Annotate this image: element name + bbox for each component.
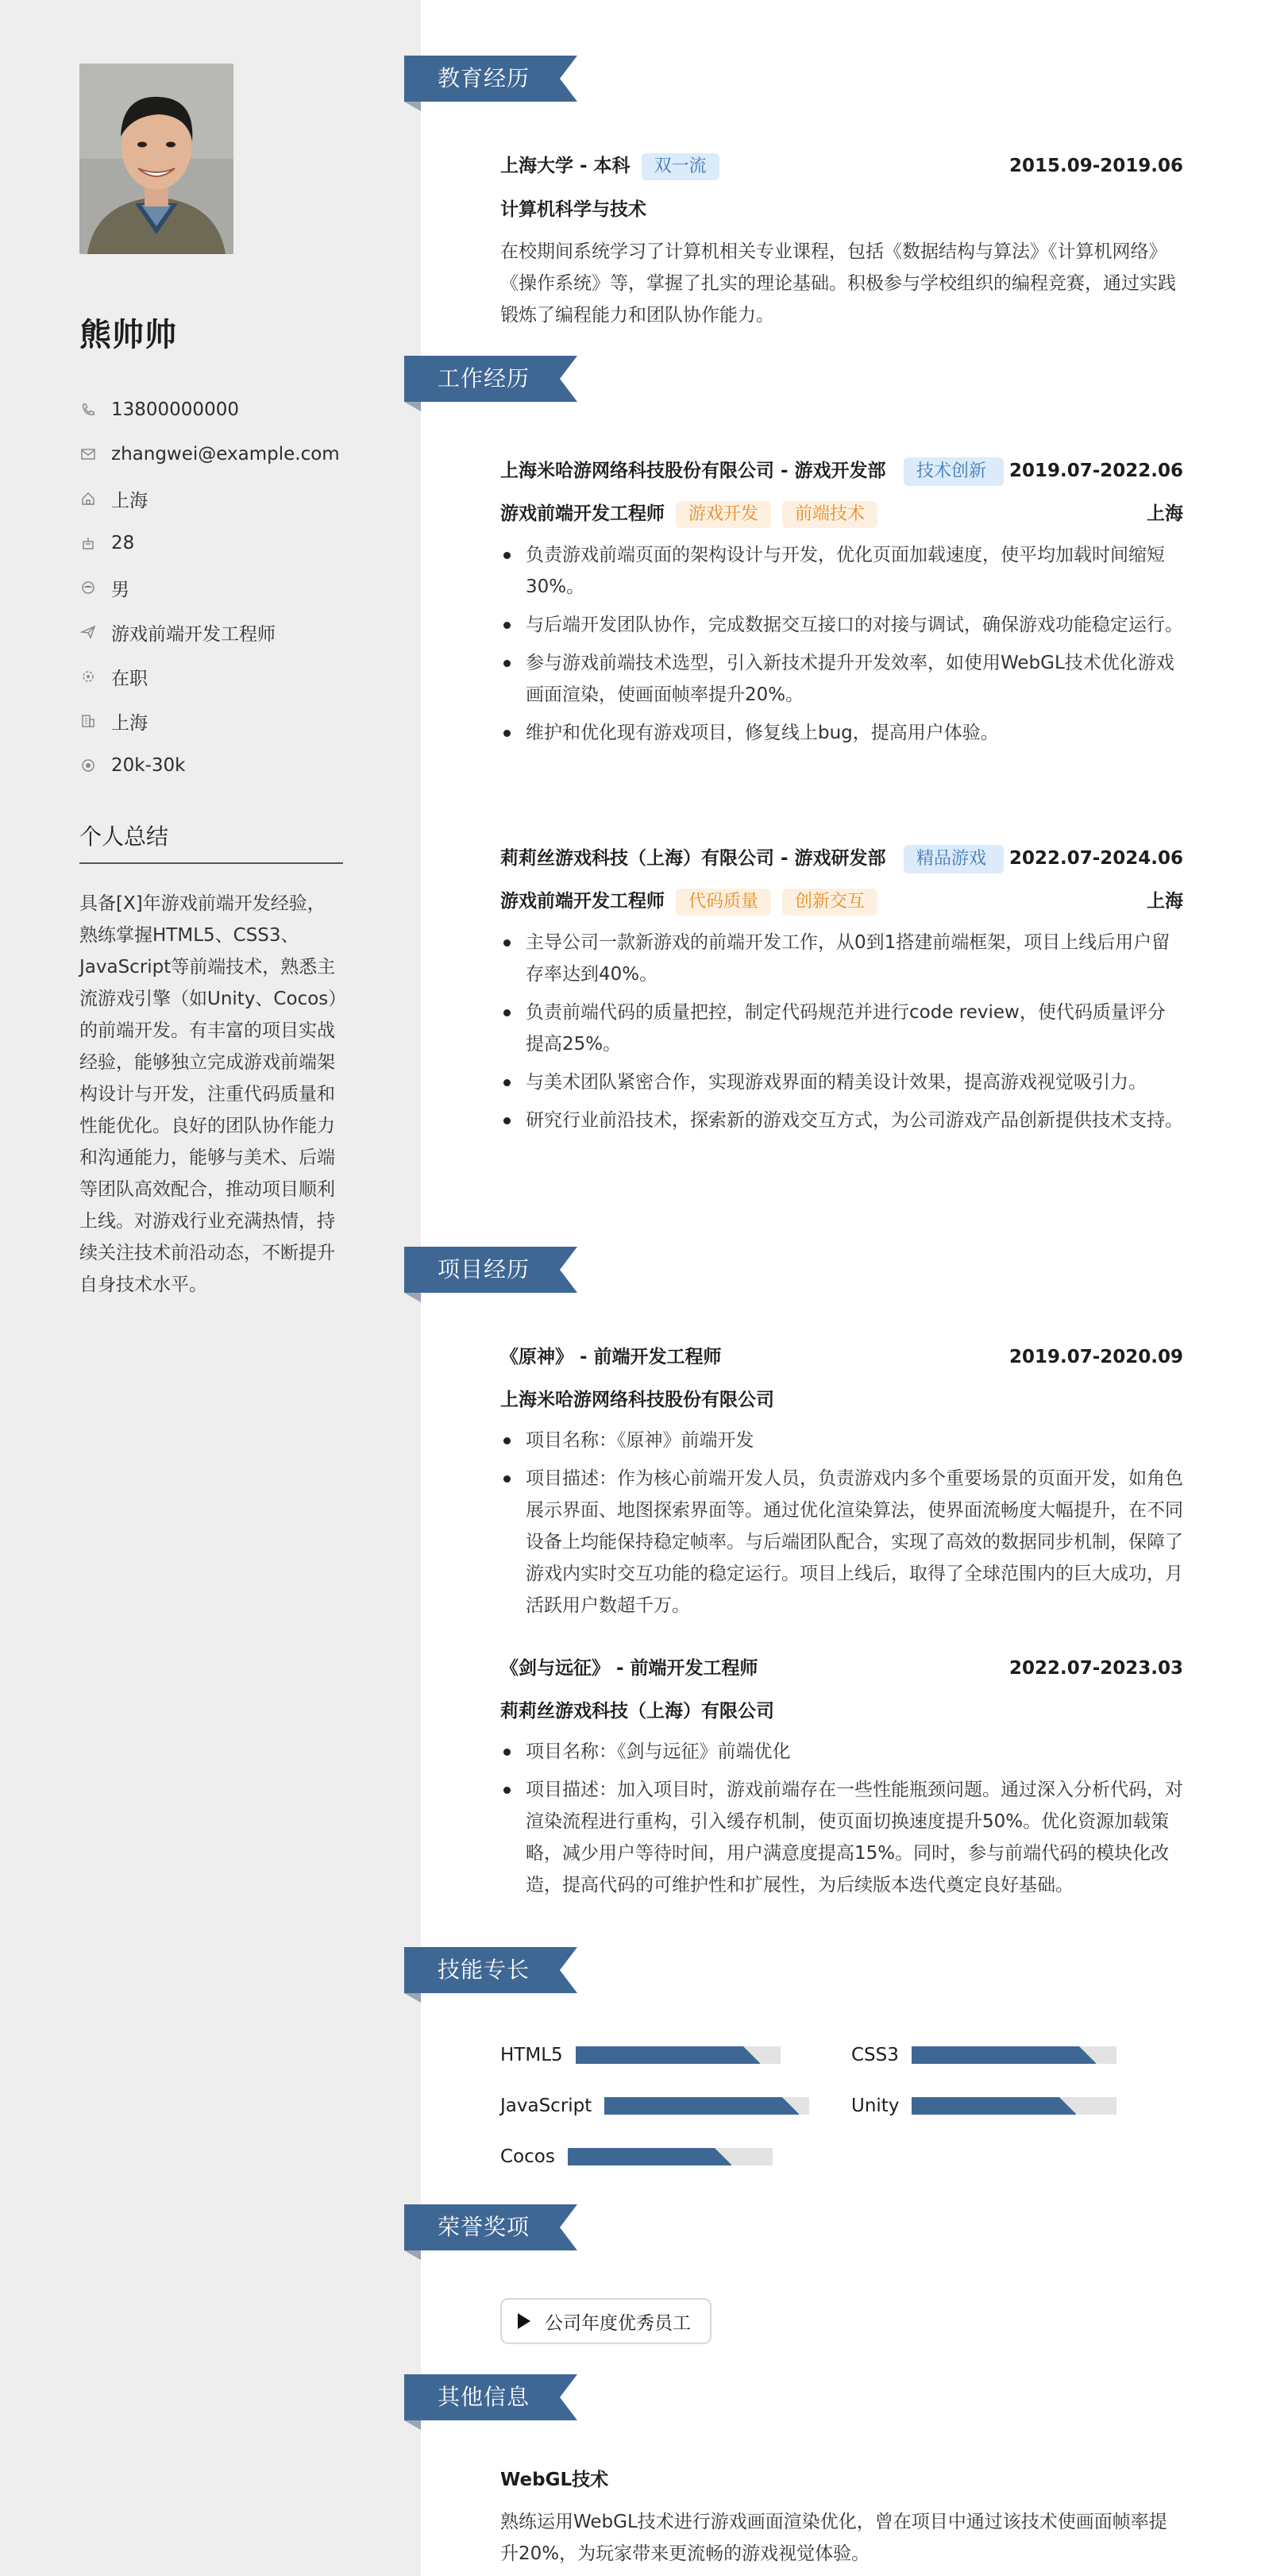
role-tag: 前端技术 — [782, 501, 877, 528]
role-line — [500, 500, 877, 528]
work-date: 2022.07-2024.06 — [1008, 848, 1183, 869]
bullet-item: 项目名称：《原神》前端开发 — [500, 1425, 1183, 1456]
info-salary — [79, 743, 365, 788]
send-icon — [79, 623, 97, 641]
honor-text: 公司年度优秀员工 — [545, 2312, 691, 2334]
work-bullets — [500, 927, 1183, 1136]
skill-item — [851, 2045, 1116, 2065]
building-icon — [79, 712, 97, 730]
bullet-item: 项目名称：《剑与远征》前端优化 — [500, 1736, 1183, 1768]
section-title: 教育经历 — [438, 65, 530, 91]
section-title: 工作经历 — [438, 365, 530, 391]
project-title: 《原神》 - 前端开发工程师 — [500, 1347, 722, 1367]
skill-name: CSS3 — [851, 2045, 899, 2065]
education-major: 计算机科学与技术 — [500, 199, 646, 220]
project-bullets — [500, 1736, 1183, 1901]
role-tag: 创新交互 — [782, 889, 877, 916]
status-icon — [79, 668, 97, 685]
section-header-education — [404, 56, 577, 121]
position-text: 游戏前端开发工程师 — [111, 623, 276, 645]
skill-fill — [604, 2097, 799, 2115]
contact-info-list — [79, 388, 365, 788]
education-tag: 双一流 — [642, 153, 719, 180]
other-info-entry — [500, 2466, 1183, 2570]
section-header-skills — [404, 1947, 577, 2012]
skill-name: Unity — [851, 2096, 900, 2116]
education-date: 2015.09-2019.06 — [1008, 156, 1183, 176]
school-title — [500, 152, 719, 180]
info-status — [79, 654, 365, 699]
phone-icon — [79, 401, 97, 418]
section-header-honors — [404, 2204, 577, 2269]
role-tag: 代码质量 — [676, 889, 771, 916]
info-work-city — [79, 699, 365, 743]
project-title: 《剑与远征》 - 前端开发工程师 — [500, 1658, 758, 1679]
salary-icon — [79, 757, 97, 774]
role-tag: 游戏开发 — [676, 501, 771, 528]
work-location: 上海 — [1147, 503, 1183, 525]
skill-bar — [912, 2046, 1116, 2064]
school-name: 上海大学 - 本科 — [500, 156, 630, 176]
play-triangle-icon — [518, 2313, 530, 2329]
info-position — [79, 610, 365, 654]
skill-item — [500, 2146, 773, 2167]
other-description: 熟练运用WebGL技术进行游戏画面渲染优化，曾在项目中通过该技术使画面帧率提升20%，为玩家带来更流畅的游戏视觉体验。 — [500, 2512, 1167, 2564]
other-title: WebGL技术 — [500, 2470, 609, 2490]
role-title: 游戏前端开发工程师 — [500, 503, 665, 524]
bullet-item: 与美术团队紧密合作，实现游戏界面的精美设计效果，提高游戏视觉吸引力。 — [500, 1066, 1183, 1098]
skill-fill — [568, 2148, 731, 2165]
summary-title: 个人总结 — [79, 823, 169, 850]
phone-text: 13800000000 — [111, 399, 239, 420]
skill-item — [851, 2096, 1116, 2116]
work-location: 上海 — [1147, 891, 1183, 912]
home-icon — [79, 490, 97, 507]
project-date: 2019.07-2020.09 — [1008, 1347, 1183, 1367]
gender-text: 男 — [111, 579, 129, 600]
project-entry — [500, 1344, 1183, 1628]
project-bullets — [500, 1425, 1183, 1622]
section-header-work — [404, 356, 577, 421]
company-name: 上海米哈游网络科技股份有限公司 - 游戏开发部 — [500, 461, 886, 481]
bullet-item: 负责游戏前端页面的架构设计与开发，优化页面加载速度，使平均加载时间缩短30%。 — [500, 539, 1183, 603]
skill-bar — [604, 2097, 809, 2115]
bullet-item: 参与游戏前端技术选型，引入新技术提升开发效率，如使用WebGL技术优化游戏画面渲染，使画面帧率提升20%。 — [500, 647, 1183, 711]
company-tag: 精品游戏 — [904, 845, 1004, 873]
project-company: 莉莉丝游戏科技（上海）有限公司 — [500, 1701, 774, 1722]
bullet-item: 负责前端代码的质量把控，制定代码规范并进行code review，使代码质量评分提高25%。 — [500, 997, 1183, 1060]
bullet-item: 项目描述：作为核心前端开发人员，负责游戏内多个重要场景的页面开发，如角色展示界面、地图探索界面等。通过优化渲染算法，使界面流畅度大幅提升，在不同设备上均能保持稳定帧率。与后端团队配合，实现了高效的数据同步机制，保障了游戏内实时交互功能的稳定运行。项目上线后，取得了全球范围内的巨大成功，月活跃用户数超千万。 — [500, 1463, 1183, 1622]
skill-item — [500, 2096, 809, 2116]
mail-icon — [79, 445, 97, 463]
work-entry — [500, 845, 1183, 1143]
info-gender — [79, 565, 365, 610]
work-bullets — [500, 539, 1183, 749]
age-icon — [79, 534, 97, 552]
education-description: 在校期间系统学习了计算机相关专业课程，包括《数据结构与算法》《计算机网络》《操作系统》等，掌握了扎实的理论基础。积极参与学校组织的编程竞赛，通过实践锻炼了编程能力和团队协作能力。 — [500, 241, 1176, 326]
email-text: zhangwei@example.com — [111, 444, 340, 465]
role-line — [500, 888, 877, 916]
summary-divider — [79, 862, 343, 864]
company-name: 莉莉丝游戏科技（上海）有限公司 - 游戏研发部 — [500, 848, 886, 869]
company-tag: 技术创新 — [904, 457, 1004, 486]
project-company: 上海米哈游网络科技股份有限公司 — [500, 1390, 774, 1410]
skill-item — [500, 2045, 781, 2065]
age-text: 28 — [111, 533, 135, 553]
section-title: 荣誉奖项 — [438, 2214, 530, 2240]
skill-name: HTML5 — [500, 2045, 563, 2065]
project-date: 2022.07-2023.03 — [1008, 1658, 1183, 1679]
skill-bar — [912, 2097, 1116, 2115]
education-entry — [500, 152, 1183, 331]
project-entry — [500, 1655, 1183, 1907]
info-age — [79, 521, 365, 565]
info-city — [79, 476, 365, 521]
profile-photo — [79, 64, 233, 254]
bullet-item: 研究行业前沿技术，探索新的游戏交互方式，为公司游戏产品创新提供技术支持。 — [500, 1105, 1183, 1136]
work-city-text: 上海 — [111, 712, 148, 734]
candidate-name: 熊帅帅 — [79, 317, 177, 353]
section-title: 项目经历 — [438, 1256, 530, 1282]
bullet-item: 主导公司一款新游戏的前端开发工作，从0到1搭建前端框架，项目上线后用户留存率达到40%。 — [500, 927, 1183, 990]
bullet-item: 与后端开发团队协作，完成数据交互接口的对接与调试，确保游戏功能稳定运行。 — [500, 609, 1183, 641]
skill-name: Cocos — [500, 2146, 555, 2167]
skill-fill — [912, 2046, 1096, 2064]
section-title: 其他信息 — [438, 2384, 530, 2410]
gender-icon — [79, 579, 97, 596]
info-email — [79, 432, 365, 476]
status-text: 在职 — [111, 668, 148, 689]
skill-name: JavaScript — [500, 2096, 592, 2116]
honor-item[interactable] — [500, 2298, 711, 2344]
skill-bar — [568, 2148, 773, 2165]
bullet-item: 维护和优化现有游戏项目，修复线上bug，提高用户体验。 — [500, 717, 1183, 749]
salary-text: 20k-30k — [111, 755, 186, 776]
section-title: 技能专长 — [438, 1957, 530, 1983]
city-text: 上海 — [111, 490, 148, 511]
skill-fill — [576, 2046, 760, 2064]
section-header-projects — [404, 1247, 577, 1312]
bullet-item: 项目描述：加入项目时，游戏前端存在一些性能瓶颈问题。通过深入分析代码，对渲染流程进行重构，引入缓存机制，使页面切换速度提升50%。优化资源加载策略，减少用户等待时间，用户满意度提高15%。同时，参与前端代码的模块化改造，提高代码的可维护性和扩展性，为后续版本迭代奠定良好基础。 — [500, 1774, 1183, 1901]
info-phone — [79, 388, 365, 432]
work-entry — [500, 457, 1183, 755]
skill-fill — [912, 2097, 1075, 2115]
skill-bar — [576, 2046, 781, 2064]
summary-text: 具备[X]年游戏前端开发经验，熟练掌握HTML5、CSS3、JavaScript等前端技术，熟悉主流游戏引擎（如Unity、Cocos）的前端开发。有丰富的项目实战经验，能够独立完成游戏前端架构设计与开发，注重代码质量和性能优化。良好的团队协作能力和沟通能力，能够与美术、后端等团队高效配合，推动项目顺利上线。对游戏行业充满热情，持续关注技术前沿动态，不断提升自身技术水平。 — [79, 893, 337, 1295]
work-date: 2019.07-2022.06 — [1008, 461, 1183, 481]
role-title: 游戏前端开发工程师 — [500, 891, 665, 912]
section-header-other — [404, 2374, 577, 2439]
